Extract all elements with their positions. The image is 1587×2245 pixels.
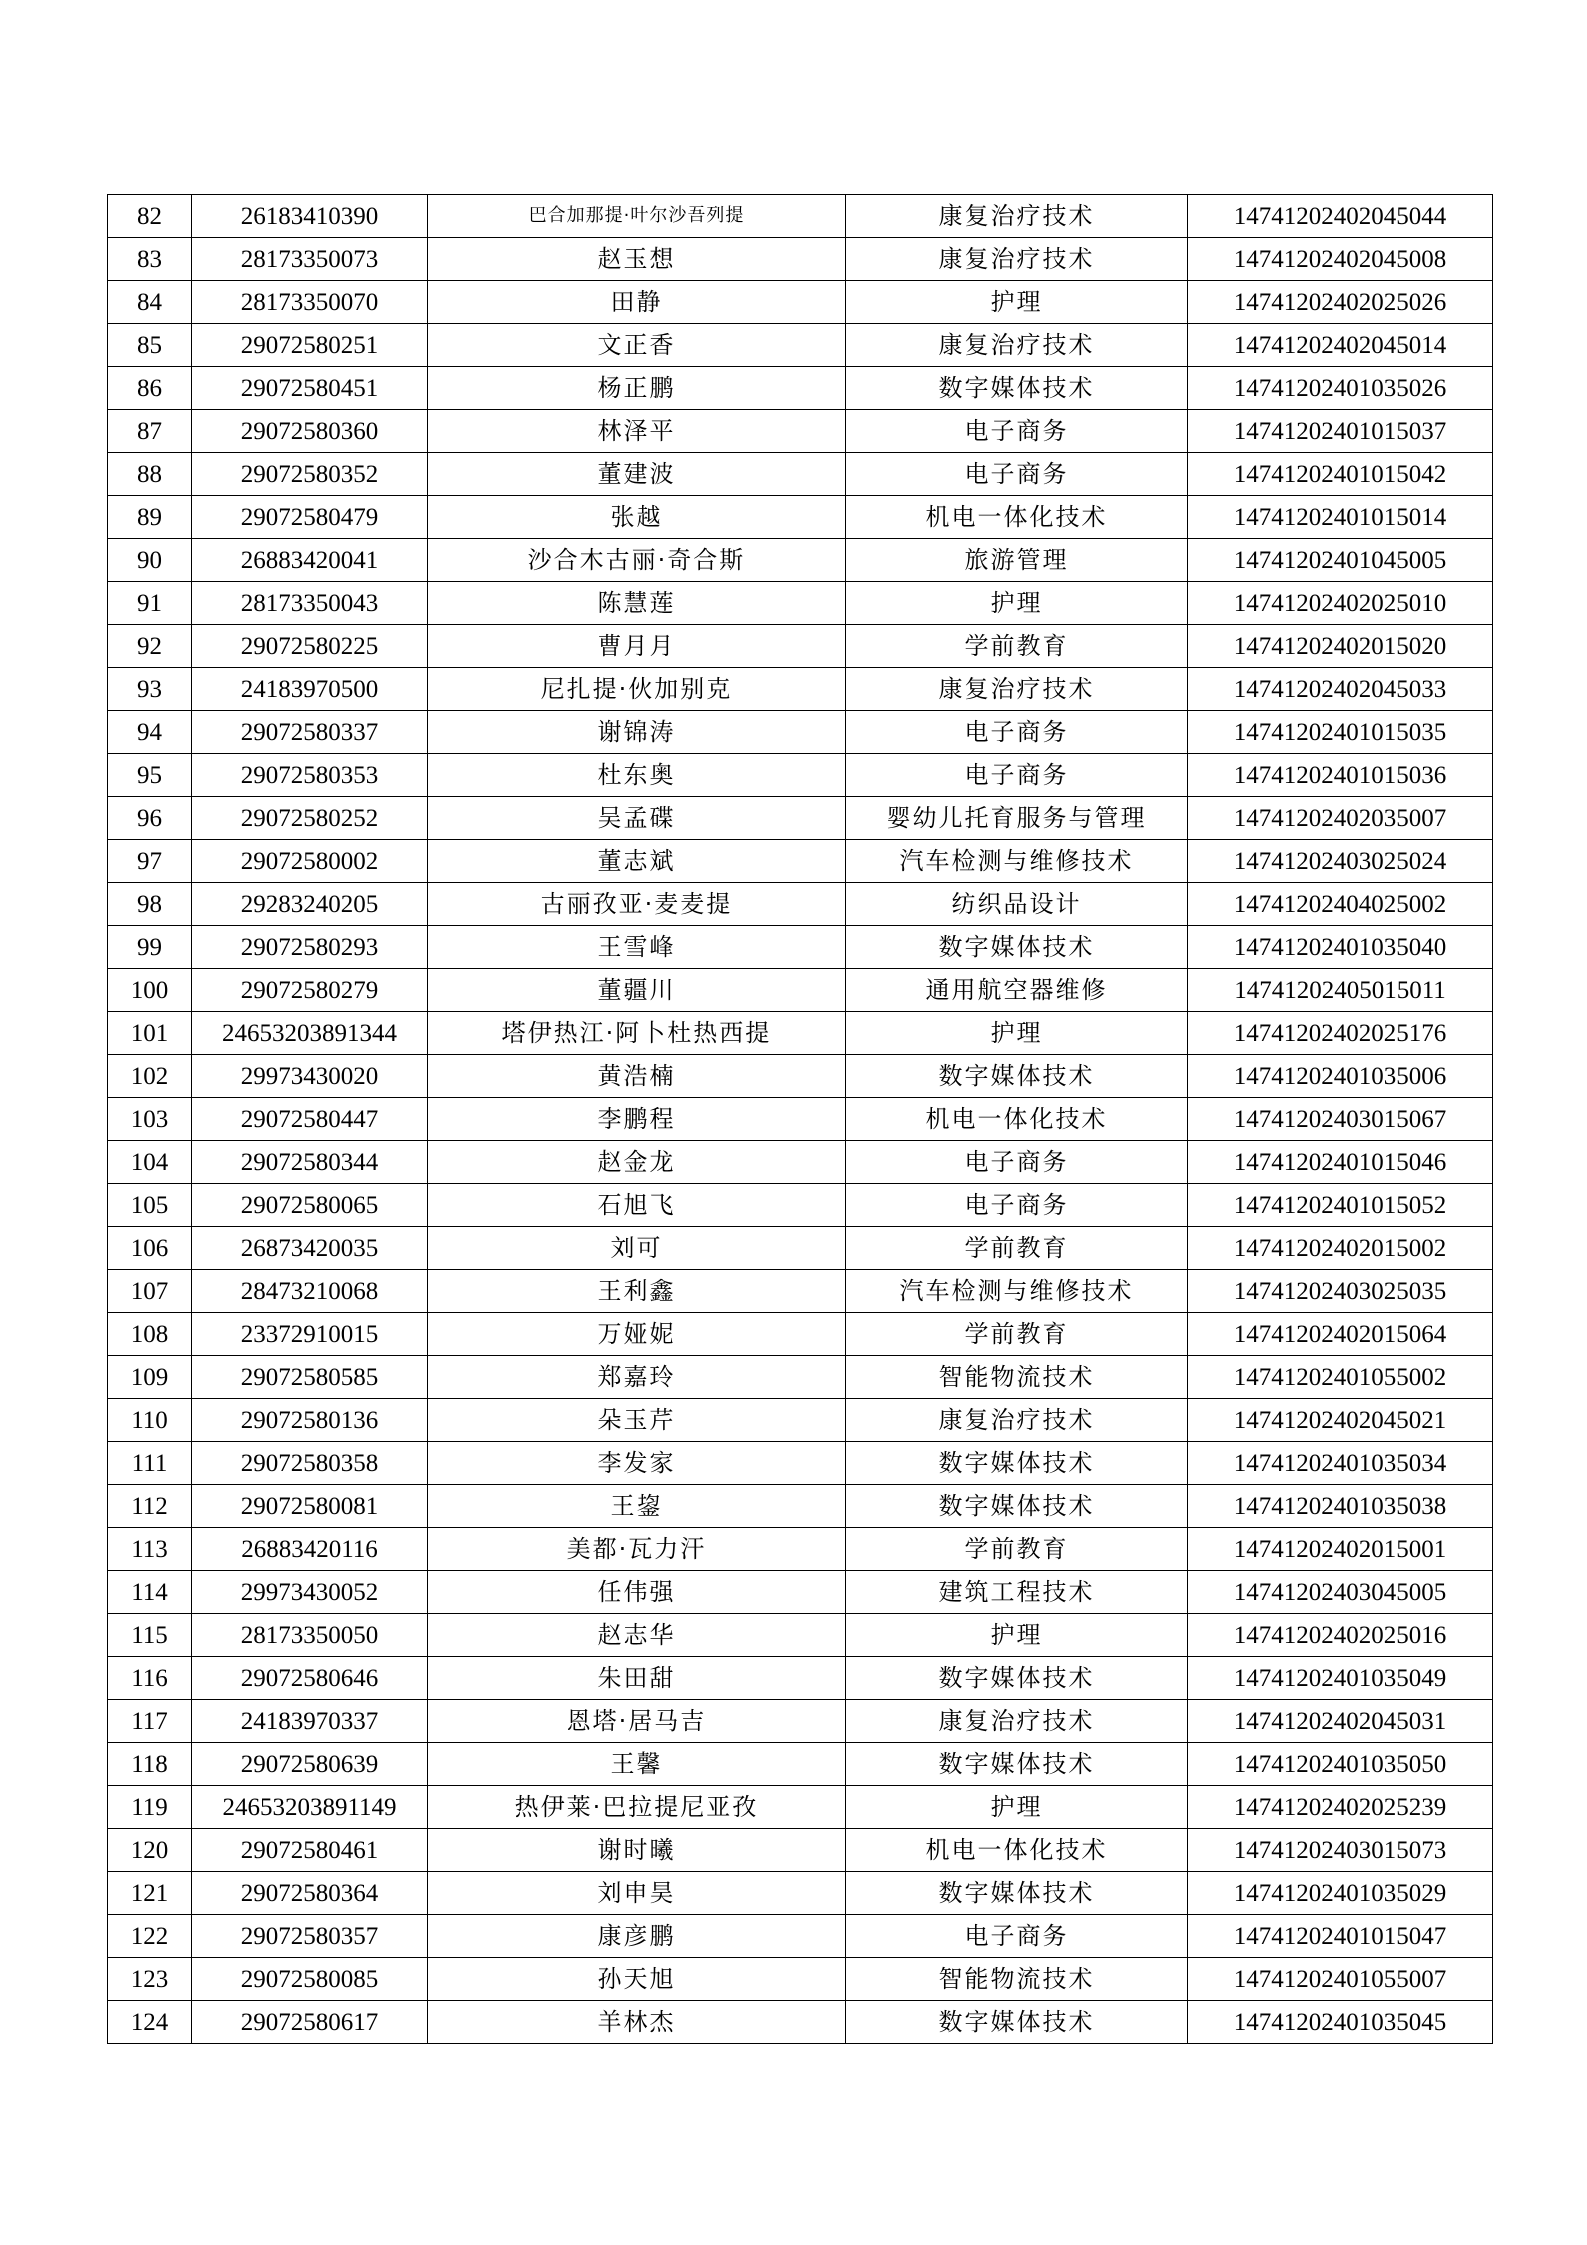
cell-student-number: 14741202402045008	[1188, 238, 1493, 281]
cell-exam-number: 29072580639	[192, 1743, 428, 1786]
cell-student-number: 14741202405015011	[1188, 969, 1493, 1012]
table-row	[108, 324, 1493, 367]
cell-major: 电子商务	[846, 754, 1188, 797]
cell-student-number: 14741202401035050	[1188, 1743, 1493, 1786]
table-row	[108, 1055, 1493, 1098]
cell-name: 李发家	[428, 1442, 846, 1485]
cell-exam-number: 29072580353	[192, 754, 428, 797]
cell-name: 田静	[428, 281, 846, 324]
cell-student-number: 14741202401035045	[1188, 2001, 1493, 2044]
cell-seq: 103	[108, 1098, 192, 1141]
cell-seq: 87	[108, 410, 192, 453]
cell-name: 吴孟碟	[428, 797, 846, 840]
cell-seq: 94	[108, 711, 192, 754]
cell-student-number: 14741202402025010	[1188, 582, 1493, 625]
cell-exam-number: 29072580646	[192, 1657, 428, 1700]
cell-major: 建筑工程技术	[846, 1571, 1188, 1614]
cell-seq: 119	[108, 1786, 192, 1829]
cell-seq: 115	[108, 1614, 192, 1657]
table-row	[108, 1786, 1493, 1829]
cell-major: 数字媒体技术	[846, 1485, 1188, 1528]
cell-exam-number: 29072580065	[192, 1184, 428, 1227]
cell-name: 尼扎提·伙加别克	[428, 668, 846, 711]
table-row	[108, 1399, 1493, 1442]
cell-major: 数字媒体技术	[846, 367, 1188, 410]
cell-seq: 105	[108, 1184, 192, 1227]
cell-exam-number: 24183970337	[192, 1700, 428, 1743]
cell-exam-number: 28173350070	[192, 281, 428, 324]
cell-seq: 82	[108, 195, 192, 238]
cell-seq: 102	[108, 1055, 192, 1098]
cell-major: 康复治疗技术	[846, 238, 1188, 281]
cell-seq: 112	[108, 1485, 192, 1528]
cell-major: 智能物流技术	[846, 1356, 1188, 1399]
table-row	[108, 1700, 1493, 1743]
cell-student-number: 14741202403025035	[1188, 1270, 1493, 1313]
cell-name: 赵志华	[428, 1614, 846, 1657]
table-row	[108, 582, 1493, 625]
cell-name: 王馨	[428, 1743, 846, 1786]
cell-exam-number: 23372910015	[192, 1313, 428, 1356]
cell-seq: 84	[108, 281, 192, 324]
cell-student-number: 14741202403025024	[1188, 840, 1493, 883]
cell-exam-number: 24183970500	[192, 668, 428, 711]
table-row	[108, 883, 1493, 926]
cell-name: 热伊莱·巴拉提尼亚孜	[428, 1786, 846, 1829]
cell-name: 谢时曦	[428, 1829, 846, 1872]
cell-student-number: 14741202402045033	[1188, 668, 1493, 711]
cell-seq: 104	[108, 1141, 192, 1184]
cell-name: 沙合木古丽·奇合斯	[428, 539, 846, 582]
cell-name: 刘可	[428, 1227, 846, 1270]
cell-name: 李鹏程	[428, 1098, 846, 1141]
cell-name: 任伟强	[428, 1571, 846, 1614]
cell-student-number: 14741202402015020	[1188, 625, 1493, 668]
cell-exam-number: 29072580225	[192, 625, 428, 668]
table-row	[108, 625, 1493, 668]
table-row	[108, 668, 1493, 711]
cell-exam-number: 29072580136	[192, 1399, 428, 1442]
cell-student-number: 14741202402025026	[1188, 281, 1493, 324]
table-row	[108, 539, 1493, 582]
table-row	[108, 195, 1493, 238]
cell-name: 郑嘉玲	[428, 1356, 846, 1399]
cell-name: 塔伊热江·阿卜杜热西提	[428, 1012, 846, 1055]
cell-seq: 123	[108, 1958, 192, 2001]
table-row	[108, 711, 1493, 754]
cell-name: 林泽平	[428, 410, 846, 453]
cell-exam-number: 29072580081	[192, 1485, 428, 1528]
cell-exam-number: 29072580360	[192, 410, 428, 453]
cell-exam-number: 29973430020	[192, 1055, 428, 1098]
cell-exam-number: 24653203891344	[192, 1012, 428, 1055]
cell-exam-number: 28173350050	[192, 1614, 428, 1657]
cell-major: 机电一体化技术	[846, 1098, 1188, 1141]
cell-exam-number: 29072580585	[192, 1356, 428, 1399]
cell-major: 智能物流技术	[846, 1958, 1188, 2001]
cell-student-number: 14741202401015042	[1188, 453, 1493, 496]
cell-name: 曹月月	[428, 625, 846, 668]
cell-student-number: 14741202401015035	[1188, 711, 1493, 754]
cell-exam-number: 29072580251	[192, 324, 428, 367]
cell-student-number: 14741202403015067	[1188, 1098, 1493, 1141]
cell-name: 谢锦涛	[428, 711, 846, 754]
cell-student-number: 14741202402045021	[1188, 1399, 1493, 1442]
cell-student-number: 14741202403015073	[1188, 1829, 1493, 1872]
cell-student-number: 14741202401015036	[1188, 754, 1493, 797]
cell-student-number: 14741202401035006	[1188, 1055, 1493, 1098]
cell-exam-number: 29072580293	[192, 926, 428, 969]
cell-seq: 108	[108, 1313, 192, 1356]
cell-student-number: 14741202402025016	[1188, 1614, 1493, 1657]
cell-exam-number: 29072580358	[192, 1442, 428, 1485]
cell-name: 黄浩楠	[428, 1055, 846, 1098]
cell-major: 护理	[846, 281, 1188, 324]
cell-seq: 113	[108, 1528, 192, 1571]
cell-exam-number: 29072580352	[192, 453, 428, 496]
cell-seq: 114	[108, 1571, 192, 1614]
cell-student-number: 14741202402045031	[1188, 1700, 1493, 1743]
cell-major: 婴幼儿托育服务与管理	[846, 797, 1188, 840]
table-row	[108, 1141, 1493, 1184]
cell-exam-number: 29072580451	[192, 367, 428, 410]
student-roster-table	[107, 194, 1493, 2044]
cell-major: 学前教育	[846, 1227, 1188, 1270]
cell-major: 护理	[846, 1786, 1188, 1829]
table-row	[108, 1614, 1493, 1657]
cell-seq: 116	[108, 1657, 192, 1700]
cell-student-number: 14741202402045014	[1188, 324, 1493, 367]
cell-name: 赵玉想	[428, 238, 846, 281]
cell-name: 赵金龙	[428, 1141, 846, 1184]
cell-name: 董志斌	[428, 840, 846, 883]
cell-seq: 97	[108, 840, 192, 883]
cell-student-number: 14741202404025002	[1188, 883, 1493, 926]
cell-major: 电子商务	[846, 1141, 1188, 1184]
cell-name: 刘申昊	[428, 1872, 846, 1915]
cell-seq: 100	[108, 969, 192, 1012]
table-row	[108, 1012, 1493, 1055]
cell-name: 朱田甜	[428, 1657, 846, 1700]
cell-major: 护理	[846, 1012, 1188, 1055]
cell-name: 陈慧莲	[428, 582, 846, 625]
cell-major: 学前教育	[846, 1313, 1188, 1356]
cell-seq: 121	[108, 1872, 192, 1915]
cell-major: 数字媒体技术	[846, 926, 1188, 969]
table-row	[108, 840, 1493, 883]
cell-exam-number: 29283240205	[192, 883, 428, 926]
cell-name: 石旭飞	[428, 1184, 846, 1227]
cell-seq: 107	[108, 1270, 192, 1313]
cell-exam-number: 24653203891149	[192, 1786, 428, 1829]
cell-major: 通用航空器维修	[846, 969, 1188, 1012]
cell-student-number: 14741202402015064	[1188, 1313, 1493, 1356]
cell-major: 机电一体化技术	[846, 1829, 1188, 1872]
cell-student-number: 14741202401015047	[1188, 1915, 1493, 1958]
cell-exam-number: 29072580461	[192, 1829, 428, 1872]
cell-seq: 92	[108, 625, 192, 668]
table-row	[108, 1829, 1493, 1872]
cell-major: 数字媒体技术	[846, 1872, 1188, 1915]
cell-major: 康复治疗技术	[846, 324, 1188, 367]
table-row	[108, 1442, 1493, 1485]
cell-student-number: 14741202401015046	[1188, 1141, 1493, 1184]
cell-seq: 124	[108, 2001, 192, 2044]
cell-exam-number: 29973430052	[192, 1571, 428, 1614]
cell-seq: 109	[108, 1356, 192, 1399]
cell-exam-number: 26883420041	[192, 539, 428, 582]
cell-major: 数字媒体技术	[846, 1442, 1188, 1485]
table-row	[108, 367, 1493, 410]
cell-name: 巴合加那提·叶尔沙吾列提	[428, 195, 846, 238]
cell-major: 纺织品设计	[846, 883, 1188, 926]
cell-major: 康复治疗技术	[846, 1399, 1188, 1442]
table-row	[108, 1313, 1493, 1356]
table-row	[108, 1743, 1493, 1786]
cell-exam-number: 29072580002	[192, 840, 428, 883]
cell-name: 王鋆	[428, 1485, 846, 1528]
cell-student-number: 14741202401015037	[1188, 410, 1493, 453]
cell-major: 护理	[846, 582, 1188, 625]
cell-major: 学前教育	[846, 1528, 1188, 1571]
cell-student-number: 14741202403045005	[1188, 1571, 1493, 1614]
cell-name: 朵玉芹	[428, 1399, 846, 1442]
cell-name: 杜东奥	[428, 754, 846, 797]
cell-name: 王利鑫	[428, 1270, 846, 1313]
cell-name: 杨正鹏	[428, 367, 846, 410]
cell-exam-number: 26183410390	[192, 195, 428, 238]
table-row	[108, 1485, 1493, 1528]
cell-exam-number: 29072580617	[192, 2001, 428, 2044]
cell-seq: 93	[108, 668, 192, 711]
cell-student-number: 14741202401035049	[1188, 1657, 1493, 1700]
table-row	[108, 969, 1493, 1012]
cell-exam-number: 28473210068	[192, 1270, 428, 1313]
table-row	[108, 1528, 1493, 1571]
cell-name: 康彦鹏	[428, 1915, 846, 1958]
cell-seq: 111	[108, 1442, 192, 1485]
cell-major: 康复治疗技术	[846, 1700, 1188, 1743]
table-row	[108, 1270, 1493, 1313]
table-row	[108, 1958, 1493, 2001]
table-row	[108, 1356, 1493, 1399]
cell-name: 董建波	[428, 453, 846, 496]
cell-exam-number: 29072580357	[192, 1915, 428, 1958]
cell-student-number: 14741202401015052	[1188, 1184, 1493, 1227]
cell-seq: 91	[108, 582, 192, 625]
cell-seq: 83	[108, 238, 192, 281]
cell-name: 董疆川	[428, 969, 846, 1012]
cell-exam-number: 29072580337	[192, 711, 428, 754]
cell-student-number: 14741202401035040	[1188, 926, 1493, 969]
cell-name: 羊林杰	[428, 2001, 846, 2044]
cell-major: 数字媒体技术	[846, 1055, 1188, 1098]
cell-student-number: 14741202401035026	[1188, 367, 1493, 410]
cell-student-number: 14741202401015014	[1188, 496, 1493, 539]
cell-seq: 120	[108, 1829, 192, 1872]
table-row	[108, 238, 1493, 281]
table-row	[108, 281, 1493, 324]
cell-student-number: 14741202401035034	[1188, 1442, 1493, 1485]
cell-exam-number: 29072580479	[192, 496, 428, 539]
cell-student-number: 14741202402035007	[1188, 797, 1493, 840]
cell-seq: 98	[108, 883, 192, 926]
cell-major: 护理	[846, 1614, 1188, 1657]
cell-seq: 95	[108, 754, 192, 797]
cell-exam-number: 29072580252	[192, 797, 428, 840]
cell-exam-number: 28173350073	[192, 238, 428, 281]
cell-major: 电子商务	[846, 1184, 1188, 1227]
cell-seq: 89	[108, 496, 192, 539]
cell-major: 数字媒体技术	[846, 2001, 1188, 2044]
table-row	[108, 1098, 1493, 1141]
cell-name: 恩塔·居马吉	[428, 1700, 846, 1743]
cell-exam-number: 29072580364	[192, 1872, 428, 1915]
cell-exam-number: 29072580447	[192, 1098, 428, 1141]
cell-student-number: 14741202401035029	[1188, 1872, 1493, 1915]
cell-name: 文正香	[428, 324, 846, 367]
table-row	[108, 926, 1493, 969]
table-row	[108, 1915, 1493, 1958]
cell-seq: 118	[108, 1743, 192, 1786]
cell-student-number: 14741202402025176	[1188, 1012, 1493, 1055]
cell-exam-number: 29072580085	[192, 1958, 428, 2001]
cell-student-number: 14741202401055002	[1188, 1356, 1493, 1399]
cell-major: 机电一体化技术	[846, 496, 1188, 539]
cell-exam-number: 26873420035	[192, 1227, 428, 1270]
cell-name: 王雪峰	[428, 926, 846, 969]
cell-seq: 90	[108, 539, 192, 582]
cell-seq: 86	[108, 367, 192, 410]
cell-name: 万娅妮	[428, 1313, 846, 1356]
cell-name: 古丽孜亚·麦麦提	[428, 883, 846, 926]
cell-name: 美都·瓦力汗	[428, 1528, 846, 1571]
cell-exam-number: 28173350043	[192, 582, 428, 625]
cell-seq: 99	[108, 926, 192, 969]
cell-student-number: 14741202401055007	[1188, 1958, 1493, 2001]
cell-seq: 117	[108, 1700, 192, 1743]
cell-major: 学前教育	[846, 625, 1188, 668]
cell-major: 康复治疗技术	[846, 668, 1188, 711]
table-row	[108, 754, 1493, 797]
cell-major: 电子商务	[846, 410, 1188, 453]
table-row	[108, 1872, 1493, 1915]
roster-body	[108, 195, 1493, 2044]
cell-major: 汽车检测与维修技术	[846, 840, 1188, 883]
cell-student-number: 14741202402025239	[1188, 1786, 1493, 1829]
cell-seq: 101	[108, 1012, 192, 1055]
table-row	[108, 2001, 1493, 2044]
table-row	[108, 1657, 1493, 1700]
cell-major: 电子商务	[846, 453, 1188, 496]
cell-student-number: 14741202402045044	[1188, 195, 1493, 238]
table-row	[108, 797, 1493, 840]
cell-seq: 88	[108, 453, 192, 496]
cell-student-number: 14741202402015002	[1188, 1227, 1493, 1270]
cell-seq: 106	[108, 1227, 192, 1270]
cell-seq: 122	[108, 1915, 192, 1958]
cell-major: 旅游管理	[846, 539, 1188, 582]
cell-exam-number: 29072580344	[192, 1141, 428, 1184]
table-row	[108, 1227, 1493, 1270]
cell-seq: 110	[108, 1399, 192, 1442]
cell-student-number: 14741202401035038	[1188, 1485, 1493, 1528]
cell-seq: 85	[108, 324, 192, 367]
table-row	[108, 1184, 1493, 1227]
cell-exam-number: 29072580279	[192, 969, 428, 1012]
table-row	[108, 410, 1493, 453]
cell-name: 孙天旭	[428, 1958, 846, 2001]
table-row	[108, 453, 1493, 496]
table-row	[108, 1571, 1493, 1614]
cell-student-number: 14741202402015001	[1188, 1528, 1493, 1571]
table-row	[108, 496, 1493, 539]
cell-major: 电子商务	[846, 711, 1188, 754]
cell-major: 数字媒体技术	[846, 1657, 1188, 1700]
cell-major: 电子商务	[846, 1915, 1188, 1958]
cell-exam-number: 26883420116	[192, 1528, 428, 1571]
cell-student-number: 14741202401045005	[1188, 539, 1493, 582]
cell-major: 康复治疗技术	[846, 195, 1188, 238]
cell-major: 数字媒体技术	[846, 1743, 1188, 1786]
cell-seq: 96	[108, 797, 192, 840]
cell-major: 汽车检测与维修技术	[846, 1270, 1188, 1313]
cell-name: 张越	[428, 496, 846, 539]
